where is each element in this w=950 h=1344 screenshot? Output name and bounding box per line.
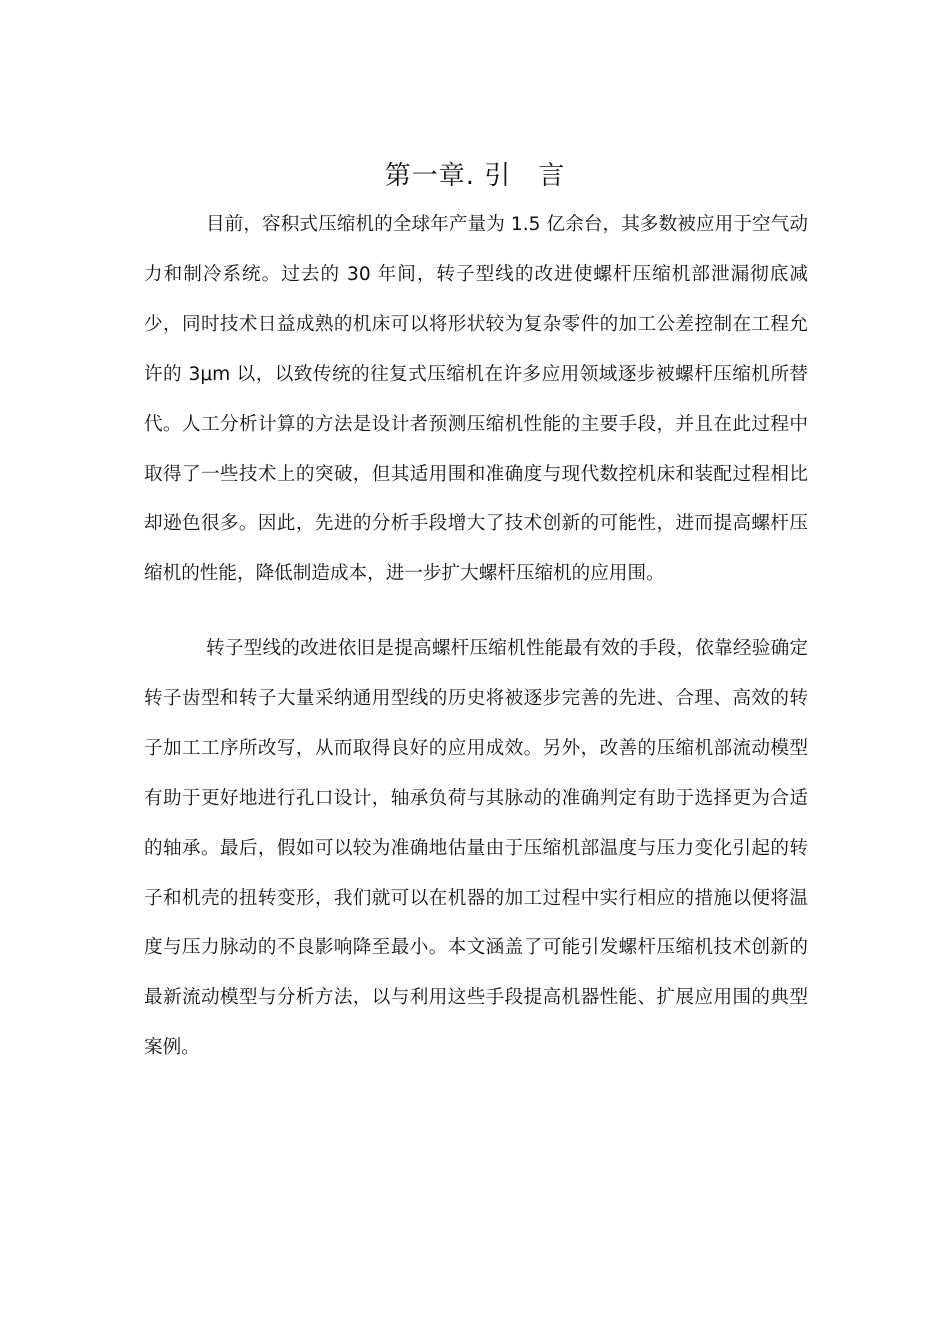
paragraph-introduction-1: 目前，容积式压缩机的全球年产量为 1.5 亿余台，其多数被应用于空气动力和制冷系统。过去的 30 年间，转子型线的改进使螺杆压缩机部泄漏彻底减少，同时技术日益成熟的机床可以将形状较为复杂零件的加工公差控制在工程允许的 3μm 以，以致传统的往复式压缩机在许多应用领域逐步被螺杆压缩机所替代。人工分析计算的方法是设计者预测压缩机性能的主要手段，并且在此过程中取得了一些技术上的突破，但其适用围和准确度与现代数控机床和装配过程相比却逊色很多。因此，先进的分析手段增大了技术创新的可能性，进而提高螺杆压缩机的性能，降低制造成本，进一步扩大螺杆压缩机的应用围。 xyxy=(144,214,808,585)
paragraph-introduction-2: 转子型线的改进依旧是提高螺杆压缩机性能最有效的手段，依靠经验确定转子齿型和转子大量采纳通用型线的历史将被逐步完善的先进、合理、高效的转子加工工序所改写，从而取得良好的应用成效。另外，改善的压缩机部流动模型有助于更好地进行孔口设计，轴承负荷与其脉动的准确判定有助于选择更为合适的轴承。最后，假如可以较为准确地估量由于压缩机部温度与压力变化引起的转子和机壳的扭转变形，我们就可以在机器的加工过程中实行相应的措施以便将温度与压力脉动的不良影响降至最小。本文涵盖了可能引发螺杆压缩机技术创新的最新流动模型与分析方法，以与利用这些手段提高机器性能、扩展应用围的典型案例。 xyxy=(144,638,808,1059)
chapter-title: 第一章. 引 言 xyxy=(384,161,566,191)
